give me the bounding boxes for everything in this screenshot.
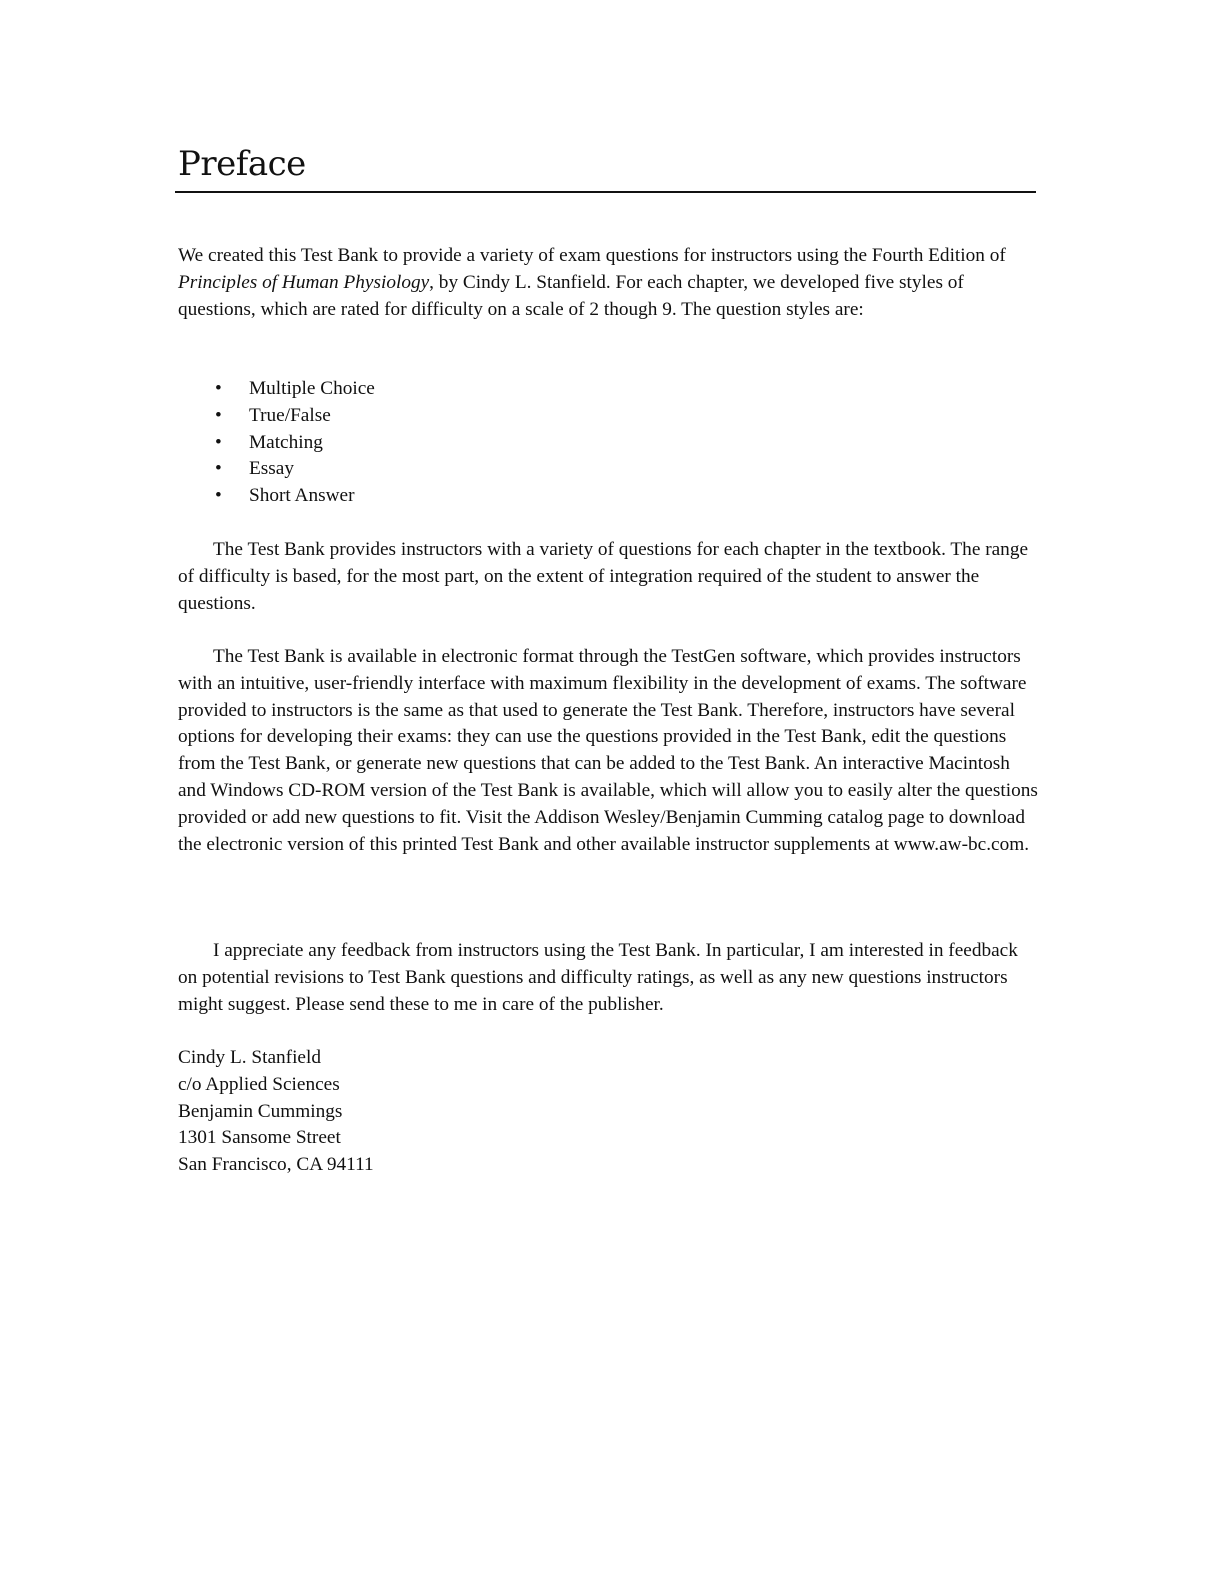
list-item-label: Short Answer (249, 485, 355, 507)
page-title: Preface (178, 144, 306, 184)
list-item (178, 403, 1038, 430)
body-paragraph-difficulty: The Test Bank provides instructors with a variety of questions for each chapter in the textbook. The range of difficulty is based, for the most part, on the extent of integration required of the student to answer the questions. (178, 539, 1029, 614)
list-item-label: Multiple Choice (249, 378, 375, 399)
bullet-icon: • (215, 485, 222, 507)
book-title: Principles of Human Physiology (178, 271, 430, 293)
list-item (178, 483, 1038, 510)
bullet-icon: • (215, 404, 222, 426)
document-page (178, 140, 1038, 1176)
signature-street: 1301 Sansome Street (178, 1127, 341, 1149)
body-paragraph-testgen: The Test Bank is available in electronic format through the TestGen software, which provides instructors with an intuitive, user-friendly interface with maximum flexibility in the development of exams. The software provided to instructors is the same as that used to generate the Test Bank. Therefore, instructors have several options for developing their exams: they can use the questions provided in the Test Bank, edit the questions from the Test Bank, or generate new questions that can be added to the Test Bank. An interactive Macintosh and Windows CD-ROM version of the Test Bank is available, which will allow you to easily alter the questions provided or add new questions to fit. Visit the Addison Wesley/Benjamin Cumming catalog page to download the electronic version of this printed Test Bank and other available instructor supplements at www.aw-bc.com. (178, 646, 1038, 855)
title-divider (175, 191, 1036, 193)
list-item (178, 430, 1038, 457)
body-paragraph-feedback: I appreciate any feedback from instructors using the Test Bank. In particular, I am interested in feedback on potential revisions to Test Bank questions and difficulty ratings, as well as any new questions instructors might suggest. Please send these to me in care of the publisher. (178, 940, 1018, 1015)
bullet-icon: • (215, 378, 222, 399)
signature-publisher: Benjamin Cummings (178, 1100, 343, 1122)
bullet-icon: • (215, 458, 222, 480)
question-styles-list (178, 376, 1038, 510)
signature-city: San Francisco, CA 94111 (178, 1154, 374, 1176)
signature-block (178, 1045, 578, 1179)
list-item (178, 456, 1038, 483)
list-item-label: Matching (249, 431, 323, 453)
intro-paragraph (178, 243, 1038, 323)
list-item-label: True/False (249, 404, 331, 426)
bullet-icon: • (215, 431, 222, 453)
intro-text-part2: , by Cindy L. Stanfield. For each chapter, we developed five styles of questions, which are rated for difficulty on a scale of 2 though 9. The question styles are: (178, 271, 964, 320)
signature-name: Cindy L. Stanfield (178, 1047, 321, 1068)
intro-text-part1: We created this Test Bank to provide a variety of exam questions for instructors using the Fourth Edition of (178, 245, 1006, 266)
list-item-label: Essay (249, 458, 294, 480)
list-item (178, 376, 1038, 403)
signature-department: c/o Applied Sciences (178, 1073, 340, 1095)
